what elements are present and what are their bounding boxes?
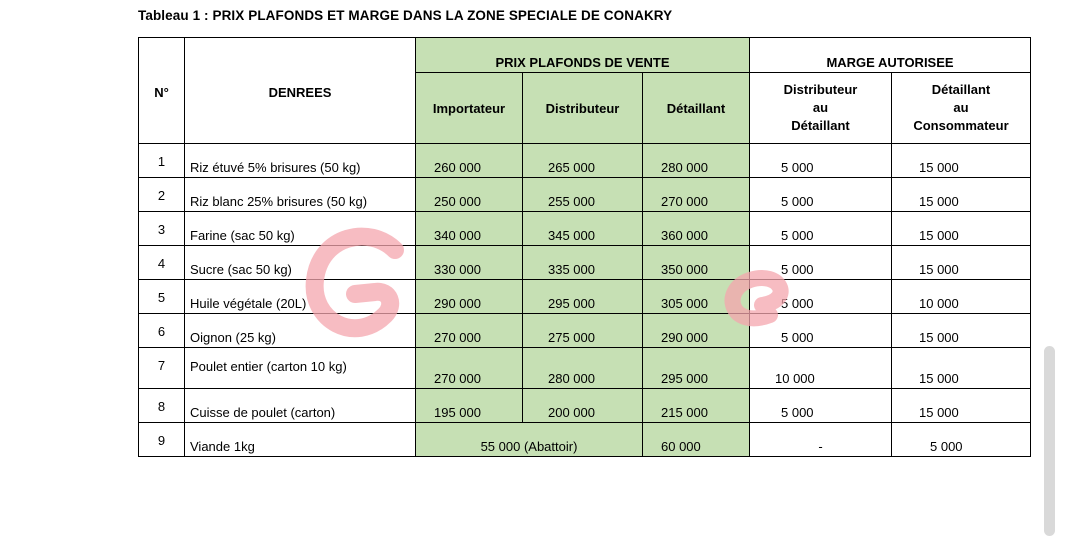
row-number: 6 (139, 314, 185, 348)
row-distributeur: 265 000 (523, 144, 643, 178)
table-row (139, 389, 1031, 423)
row-number: 5 (139, 280, 185, 314)
row-marge-distributeur: 5 000 (750, 212, 892, 246)
row-detaillant: 280 000 (643, 144, 750, 178)
row-distributeur: 275 000 (523, 314, 643, 348)
row-distributeur: 280 000 (523, 348, 643, 389)
row-importateur: 195 000 (416, 389, 523, 423)
row-marge-detaillant: 15 000 (892, 212, 1031, 246)
row-marge-distributeur: 5 000 (750, 144, 892, 178)
row-marge-distributeur: 10 000 (750, 348, 892, 389)
row-importateur: 270 000 (416, 314, 523, 348)
row-denree: Riz blanc 25% brisures (50 kg) (185, 178, 416, 212)
row-importateur: 260 000 (416, 144, 523, 178)
row-number: 4 (139, 246, 185, 280)
table-row (139, 423, 1031, 457)
row-marge-detaillant: 15 000 (892, 314, 1031, 348)
header-marge-detaillant-consommateur: Détaillant au Consommateur (892, 73, 1031, 144)
header-marge-distributeur-detaillant: Distributeur au Détaillant (750, 73, 892, 144)
table-row (139, 178, 1031, 212)
row-marge-distributeur: 5 000 (750, 178, 892, 212)
table-row (139, 348, 1031, 389)
row-detaillant: 60 000 (643, 423, 750, 457)
header-detaillant: Détaillant (643, 73, 750, 144)
row-marge-detaillant: 5 000 (892, 423, 1031, 457)
row-importateur: 330 000 (416, 246, 523, 280)
row-detaillant: 295 000 (643, 348, 750, 389)
row-marge-detaillant: 15 000 (892, 144, 1031, 178)
row-detaillant: 290 000 (643, 314, 750, 348)
header-n: N° (139, 38, 185, 144)
row-denree: Oignon (25 kg) (185, 314, 416, 348)
row-marge-detaillant: 10 000 (892, 280, 1031, 314)
row-distributeur: 255 000 (523, 178, 643, 212)
row-denree: Cuisse de poulet (carton) (185, 389, 416, 423)
row-denree: Farine (sac 50 kg) (185, 212, 416, 246)
row-number: 7 (139, 348, 185, 389)
row-marge-distributeur: 5 000 (750, 280, 892, 314)
row-importateur-distributeur: 55 000 (Abattoir) (416, 423, 643, 457)
row-importateur: 290 000 (416, 280, 523, 314)
row-importateur: 250 000 (416, 178, 523, 212)
row-detaillant: 350 000 (643, 246, 750, 280)
row-marge-detaillant: 15 000 (892, 389, 1031, 423)
row-number: 9 (139, 423, 185, 457)
header-prix-plafonds: PRIX PLAFONDS DE VENTE (416, 38, 750, 73)
row-distributeur: 200 000 (523, 389, 643, 423)
row-denree: Riz étuvé 5% brisures (50 kg) (185, 144, 416, 178)
table-row (139, 212, 1031, 246)
row-number: 2 (139, 178, 185, 212)
row-denree: Poulet entier (carton 10 kg) (185, 348, 416, 389)
table-row (139, 314, 1031, 348)
row-denree: Viande 1kg (185, 423, 416, 457)
table-title: Tableau 1 : PRIX PLAFONDS ET MARGE DANS LA ZONE SPECIALE DE CONAKRY (138, 8, 673, 23)
row-denree: Huile végétale (20L) (185, 280, 416, 314)
header-denrees: DENREES (185, 38, 416, 144)
row-marge-distributeur: 5 000 (750, 314, 892, 348)
row-marge-distributeur: 5 000 (750, 246, 892, 280)
row-marge-detaillant: 15 000 (892, 246, 1031, 280)
row-denree: Sucre (sac 50 kg) (185, 246, 416, 280)
row-detaillant: 270 000 (643, 178, 750, 212)
row-detaillant: 215 000 (643, 389, 750, 423)
row-distributeur: 345 000 (523, 212, 643, 246)
header-marge-autorisee: MARGE AUTORISEE (750, 38, 1031, 73)
row-number: 1 (139, 144, 185, 178)
scrollbar[interactable] (1044, 346, 1055, 536)
table-row (139, 246, 1031, 280)
row-distributeur: 335 000 (523, 246, 643, 280)
row-number: 3 (139, 212, 185, 246)
row-importateur: 270 000 (416, 348, 523, 389)
row-number: 8 (139, 389, 185, 423)
row-distributeur: 295 000 (523, 280, 643, 314)
row-importateur: 340 000 (416, 212, 523, 246)
table-row (139, 144, 1031, 178)
header-importateur: Importateur (416, 73, 523, 144)
row-marge-distributeur: - (750, 423, 892, 457)
row-marge-detaillant: 15 000 (892, 348, 1031, 389)
header-distributeur: Distributeur (523, 73, 643, 144)
price-table (138, 37, 1031, 457)
row-detaillant: 305 000 (643, 280, 750, 314)
row-detaillant: 360 000 (643, 212, 750, 246)
row-marge-detaillant: 15 000 (892, 178, 1031, 212)
table-row (139, 280, 1031, 314)
row-marge-distributeur: 5 000 (750, 389, 892, 423)
